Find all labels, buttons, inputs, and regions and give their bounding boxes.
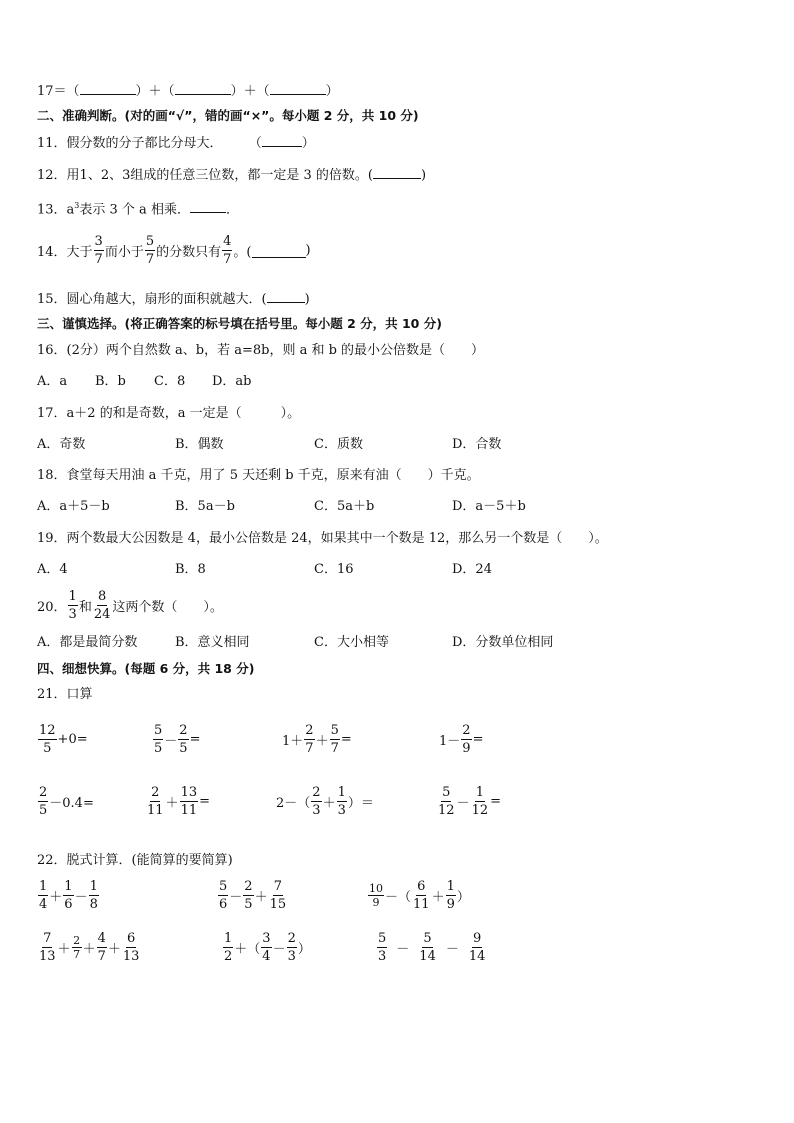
q15-text: 15．圆心角越大，扇形的面积就越大．( [37,292,267,307]
answer-blank[interactable] [190,199,226,213]
option-c[interactable]: C．16 [314,562,354,577]
option-d[interactable]: D．a－5＋b [452,499,526,514]
q11-text: 11．假分数的分子都比分母大． [37,136,223,151]
calc-expr-2: $\frac{5}{6}$ － $\frac{2}{5}$ ＋ $\frac{7}{15}$ [219,879,287,912]
paren: （ [248,136,262,151]
calc-expr-1: $\frac{1}{4}$ ＋ $\frac{1}{6}$ － $\frac{1}{8}$ [39,879,98,912]
option-a[interactable]: A．a＋5－b [37,499,110,514]
question-21-title: 21．口算 [37,687,93,702]
option-d[interactable]: D．合数 [452,437,502,452]
q17-partition-line [37,81,339,101]
oral-expr-8: $\frac{5}{12}$ － $\frac{1}{12}$ = [438,785,502,818]
fraction: $\frac{4}{7}$ [223,234,232,267]
option-a[interactable]: A．4 [37,562,68,577]
section-3-title: 三、谨慎选择。(将正确答案的标号填在括号里。每小题 2 分，共 10 分) [37,316,442,331]
fraction: $\frac{3}{7}$ [94,234,103,267]
option-b[interactable]: B．8 [175,562,206,577]
option-c[interactable]: C．8 [154,374,186,389]
option-a[interactable]: A．都是最简分数 [37,635,138,650]
option-b[interactable]: B．b [95,374,126,389]
option-a[interactable]: A．a [37,374,68,389]
paren: ） [301,136,315,151]
q14-text: 而小于 [104,245,144,260]
option-d[interactable]: D．24 [452,562,492,577]
q13-prefix: 13．a [37,202,75,218]
oral-expr-1: $\frac{12}{5}$ +0= [39,723,88,756]
paren: ) [420,168,427,183]
option-d[interactable]: D．ab [212,374,252,389]
calc-expr-6: $\frac{5}{3}$ － $\frac{5}{14}$ － $\frac{9}{14}$ [378,931,486,964]
paren: ) [304,292,310,307]
paren: ) [305,243,311,258]
answer-blank[interactable] [80,81,136,95]
q20-text: 和 [78,600,92,615]
question-19: 19．两个数最大公因数是 4，最小公倍数是 24，如果其中一个数是 12，那么另一个数是（ ）。 [37,531,608,546]
option-b[interactable]: B．5a－b [175,499,235,514]
answer-blank[interactable] [270,81,326,95]
fraction: $\frac{8}{24}$ [93,589,111,622]
oral-expr-6: $\frac{2}{11}$ ＋ $\frac{13}{11}$ = [147,785,211,818]
q17-sep: ）＋（ [135,84,175,99]
question-16: 16．(2分）两个自然数 a、b，若 a=8b，则 a 和 b 的最小公倍数是（ ） [37,343,485,358]
question-13 [37,197,239,219]
q14-text: 的分数只有 [156,245,222,260]
q20-text: 这两个数（ ）。 [112,600,223,615]
question-12 [37,165,426,185]
oral-expr-2: $\frac{5}{5}$ － $\frac{2}{5}$ = [154,723,201,756]
q13-end: ． [225,202,239,218]
calc-expr-5: $\frac{1}{2}$ ＋（ $\frac{3}{4}$ － $\frac{2}{3}$ ） [224,931,311,964]
q13-exponent: 3 [74,201,80,210]
question-15 [37,289,310,309]
q14-end: 。( [233,245,252,260]
option-c[interactable]: C．5a＋b [314,499,375,514]
calc-expr-4: $\frac{7}{13}$ ＋ $\frac{2}{7}$ ＋ $\frac{4}{7}$ ＋ $\frac{6}{13}$ [39,931,140,964]
answer-blank[interactable] [267,289,305,303]
q17-prefix: 17＝（ [37,84,80,99]
answer-blank[interactable] [252,244,306,258]
q20-prefix: 20． [37,600,67,615]
option-c[interactable]: C．大小相等 [314,635,389,650]
q13-text: 表示 3 个 a 相乘． [79,202,190,218]
question-22-title: 22．脱式计算．(能简算的要简算) [37,853,233,868]
question-18: 18．食堂每天用油 a 千克，用了 5 天还剩 b 千克，原来有油（ ）千克。 [37,468,480,483]
calc-expr-3: $\frac{10}{9}$ －（ $\frac{6}{11}$ ＋ $\frac{1}{9}$ ） [369,879,470,912]
oral-expr-4: 1－ $\frac{2}{9}$ = [439,723,484,756]
option-c[interactable]: C．质数 [314,437,363,452]
fraction: $\frac{1}{3}$ [68,589,77,622]
section-2-title: 二、准确判断。(对的画“√”，错的画“×”。每小题 2 分，共 10 分) [37,108,419,123]
option-a[interactable]: A．奇数 [37,437,86,452]
option-b[interactable]: B．偶数 [175,437,224,452]
answer-blank[interactable] [262,133,302,147]
q14-prefix: 14．大于 [37,245,93,260]
answer-blank[interactable] [373,165,421,179]
question-17: 17．a＋2 的和是奇数，a 一定是（ ）。 [37,406,301,421]
section-4-title: 四、细想快算。(每题 6 分，共 18 分) [37,661,255,676]
q17-sep: ）＋（ [230,84,270,99]
oral-expr-7: 2－（ $\frac{2}{3}$ ＋ $\frac{1}{3}$ ）＝ [276,785,374,818]
option-b[interactable]: B．意义相同 [175,635,250,650]
fraction: $\frac{5}{7}$ [145,234,155,267]
oral-expr-3: 1＋ $\frac{2}{7}$ ＋ $\frac{5}{7}$ = [282,723,352,756]
q12-text: 12．用1、2、3组成的任意三位数，都一定是 3 的倍数。( [37,168,373,183]
oral-expr-5: $\frac{2}{5}$ －0.4= [39,785,94,818]
question-11 [37,133,315,153]
question-20 [37,588,223,623]
question-14 [37,233,311,268]
option-d[interactable]: D．分数单位相同 [452,635,554,650]
answer-blank[interactable] [175,81,231,95]
q17-end: ） [325,84,339,99]
